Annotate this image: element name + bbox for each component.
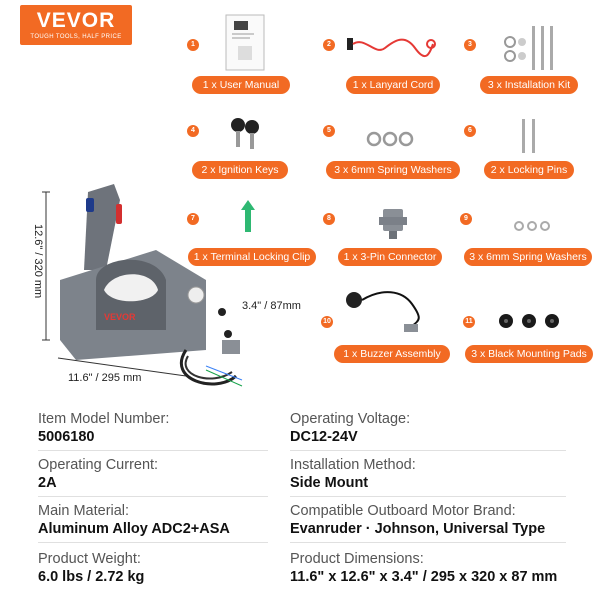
- item-number-9: 9: [460, 213, 472, 225]
- spec-value: Aluminum Alloy ADC2+ASA: [38, 521, 230, 537]
- item-number-4: 4: [187, 125, 199, 137]
- lanyard-icon: [345, 26, 437, 66]
- spec-value: 11.6" x 12.6" x 3.4" / 295 x 320 x 87 mm: [290, 569, 558, 585]
- keys-icon: [226, 113, 266, 153]
- item-number-7: 7: [187, 213, 199, 225]
- item-number-5: 5: [323, 125, 335, 137]
- dim-depth: 3.4" / 87mm: [242, 300, 301, 312]
- spec-label: Main Material:: [38, 503, 130, 519]
- spec-label: Product Dimensions:: [290, 551, 424, 567]
- washers-icon: [366, 130, 416, 148]
- brand-name: VEVOR: [36, 9, 116, 32]
- spec-label: Installation Method:: [290, 457, 416, 473]
- spec-label: Operating Current:: [38, 457, 159, 473]
- vevor-logo: [20, 5, 132, 45]
- spec-installation: [290, 456, 416, 492]
- spec-weight: [38, 550, 144, 586]
- item-label-3: 3 x Installation Kit: [480, 76, 578, 94]
- small-washers-icon: [512, 219, 552, 233]
- item-number-8: 8: [323, 213, 335, 225]
- spec-dimensions: [290, 550, 557, 586]
- divider: [38, 542, 268, 543]
- manual-icon: [224, 14, 268, 74]
- spec-material: [38, 502, 230, 538]
- item-label-9: 3 x 6mm Spring Washers: [464, 248, 592, 266]
- dim-height: 12.6" / 320 mm: [32, 224, 44, 299]
- spec-value: Side Mount: [290, 475, 369, 491]
- item-label-7: 1 x Terminal Locking Clip: [188, 248, 316, 266]
- item-number-10: 10: [321, 316, 333, 328]
- item-label-8: 1 x 3-Pin Connector: [338, 248, 442, 266]
- spec-value: Evanruder · Johnson, Universal Type: [290, 521, 546, 537]
- installation-kit-icon: [502, 24, 562, 74]
- item-number-6: 6: [464, 125, 476, 137]
- item-label-4: 2 x Ignition Keys: [192, 161, 288, 179]
- item-label-6: 2 x Locking Pins: [484, 161, 574, 179]
- buzzer-icon: [342, 284, 434, 336]
- item-label-10: 1 x Buzzer Assembly: [334, 345, 450, 363]
- spec-value: 2A: [38, 475, 57, 491]
- spec-current: [38, 456, 158, 492]
- spec-label: Product Weight:: [38, 551, 141, 567]
- item-label-2: 1 x Lanyard Cord: [346, 76, 440, 94]
- spec-label: Operating Voltage:: [290, 411, 411, 427]
- dim-width: 11.6" / 295 mm: [68, 372, 142, 384]
- divider: [38, 496, 268, 497]
- spec-value: 6.0 lbs / 2.72 kg: [38, 569, 145, 585]
- item-label-5: 3 x 6mm Spring Washers: [326, 161, 460, 179]
- body-logo: VEVOR: [104, 312, 136, 322]
- spec-label: Item Model Number:: [38, 411, 170, 427]
- divider: [38, 450, 268, 451]
- spec-voltage: [290, 410, 410, 446]
- item-label-11: 3 x Black Mounting Pads: [465, 345, 593, 363]
- spec-value: DC12-24V: [290, 429, 358, 445]
- spec-value: 5006180: [38, 429, 95, 445]
- spec-model: [38, 410, 169, 446]
- divider: [290, 542, 566, 543]
- control-box-image: [36, 180, 246, 400]
- spec-label: Compatible Outboard Motor Brand:: [290, 503, 516, 519]
- divider: [290, 496, 566, 497]
- pins-icon: [518, 117, 540, 157]
- item-number-2: 2: [323, 39, 335, 51]
- item-number-1: 1: [187, 39, 199, 51]
- item-number-11: 11: [463, 316, 475, 328]
- connector-icon: [377, 205, 409, 241]
- item-label-1: 1 x User Manual: [192, 76, 290, 94]
- item-number-3: 3: [464, 39, 476, 51]
- spec-compatible-brand: [290, 502, 545, 538]
- pads-icon: [497, 312, 563, 330]
- brand-tagline: TOUGH TOOLS, HALF PRICE: [30, 34, 122, 40]
- divider: [290, 450, 566, 451]
